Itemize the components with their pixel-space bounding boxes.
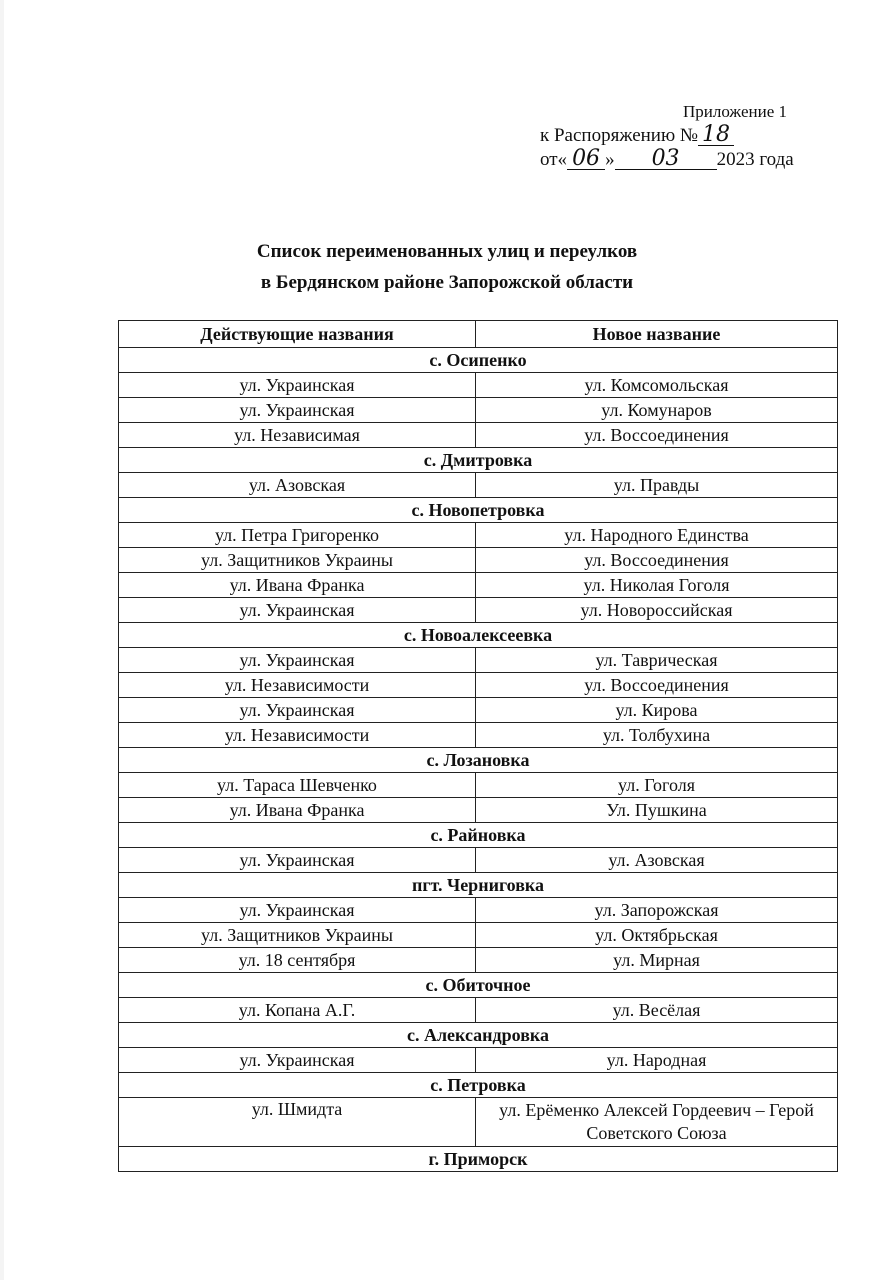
table-row <box>119 898 838 923</box>
new-street-name: ул. Кирова <box>476 698 838 723</box>
table-row <box>119 523 838 548</box>
table-row <box>119 848 838 873</box>
date-month: 03 <box>615 149 717 170</box>
village-name: с. Райновка <box>119 823 838 848</box>
new-street-name: ул. Комсомольская <box>476 373 838 398</box>
table-row <box>119 948 838 973</box>
village-row <box>119 498 838 523</box>
village-name: с. Обиточное <box>119 973 838 998</box>
current-street-name: ул. Украинская <box>119 698 476 723</box>
village-name: с. Новопетровка <box>119 498 838 523</box>
current-street-name: ул. Украинская <box>119 1048 476 1073</box>
table-row <box>119 698 838 723</box>
table-row <box>119 373 838 398</box>
current-street-name: ул. Азовская <box>119 473 476 498</box>
current-street-name: ул. Независимости <box>119 673 476 698</box>
new-street-name: ул. Воссоединения <box>476 423 838 448</box>
current-street-name: ул. Копана А.Г. <box>119 998 476 1023</box>
new-street-name: ул. Запорожская <box>476 898 838 923</box>
current-street-name: ул. Независимости <box>119 723 476 748</box>
table-row <box>119 648 838 673</box>
current-street-name: ул. Украинская <box>119 848 476 873</box>
table-row <box>119 573 838 598</box>
new-street-name: ул. Весёлая <box>476 998 838 1023</box>
village-row <box>119 873 838 898</box>
current-street-name: ул. Украинская <box>119 598 476 623</box>
table-row <box>119 473 838 498</box>
rename-table <box>118 320 838 1172</box>
current-street-name: ул. Независимая <box>119 423 476 448</box>
order-line <box>540 124 794 148</box>
current-street-name: ул. Ивана Франка <box>119 573 476 598</box>
new-street-name: ул. Толбухина <box>476 723 838 748</box>
title-line-1: Список переименованных улиц и переулков <box>256 241 638 262</box>
village-name: с. Дмитровка <box>119 448 838 473</box>
new-street-name: ул. Таврическая <box>476 648 838 673</box>
order-prefix: к Распоряжению № <box>540 125 699 146</box>
village-name: г. Приморск <box>119 1147 838 1172</box>
title-line-2: в Бердянском районе Запорожской области <box>260 272 634 293</box>
date-day: 06 <box>567 149 605 170</box>
village-name: с. Осипенко <box>119 348 838 373</box>
table-row <box>119 923 838 948</box>
header-new-name: Новое название <box>476 321 838 348</box>
new-street-name: ул. Правды <box>476 473 838 498</box>
village-row <box>119 1023 838 1048</box>
table-row <box>119 723 838 748</box>
scan-edge <box>0 0 4 1280</box>
village-row <box>119 823 838 848</box>
current-street-name: ул. Украинская <box>119 648 476 673</box>
current-street-name: ул. Петра Григоренко <box>119 523 476 548</box>
table-header-row <box>119 321 838 348</box>
village-name: с. Новоалексеевка <box>119 623 838 648</box>
date-mid: » <box>605 149 615 170</box>
table-body <box>119 348 838 1172</box>
village-name: с. Петровка <box>119 1073 838 1098</box>
village-row <box>119 623 838 648</box>
current-street-name: ул. Тараса Шевченко <box>119 773 476 798</box>
table-row <box>119 998 838 1023</box>
table-row <box>119 1048 838 1073</box>
annex-title: Приложение 1 <box>683 102 787 121</box>
table-row <box>119 798 838 823</box>
new-street-name: ул. Мирная <box>476 948 838 973</box>
new-street-name: ул. Азовская <box>476 848 838 873</box>
table-row <box>119 1098 838 1147</box>
new-street-name: ул. Новороссийская <box>476 598 838 623</box>
new-street-name: ул. Воссоединения <box>476 673 838 698</box>
current-street-name: ул. Украинская <box>119 398 476 423</box>
new-street-name: ул. Гоголя <box>476 773 838 798</box>
table-row <box>119 673 838 698</box>
order-number: 18 <box>698 125 734 146</box>
village-row <box>119 1147 838 1172</box>
village-row <box>119 348 838 373</box>
new-street-name: ул. Ерёменко Алексей Гордеевич – Герой Советского Союза <box>476 1098 838 1147</box>
table-row <box>119 423 838 448</box>
village-row <box>119 448 838 473</box>
current-street-name: ул. Шмидта <box>119 1098 476 1147</box>
current-street-name: ул. Защитников Украины <box>119 548 476 573</box>
date-line <box>540 148 794 172</box>
new-street-name: ул. Народного Единства <box>476 523 838 548</box>
annex-header <box>540 100 794 172</box>
village-row <box>119 1073 838 1098</box>
current-street-name: ул. Защитников Украины <box>119 923 476 948</box>
current-street-name: ул. 18 сентября <box>119 948 476 973</box>
current-street-name: ул. Украинская <box>119 898 476 923</box>
date-suffix: 2023 года <box>716 149 794 170</box>
new-street-name: ул. Николая Гоголя <box>476 573 838 598</box>
current-street-name: ул. Украинская <box>119 373 476 398</box>
document-title <box>0 236 894 298</box>
village-name: с. Александровка <box>119 1023 838 1048</box>
header-current-names: Действующие названия <box>119 321 476 348</box>
new-street-name: ул. Воссоединения <box>476 548 838 573</box>
village-name: пгт. Черниговка <box>119 873 838 898</box>
village-row <box>119 748 838 773</box>
table-row <box>119 548 838 573</box>
new-street-name: Ул. Пушкина <box>476 798 838 823</box>
table-row <box>119 598 838 623</box>
table-row <box>119 773 838 798</box>
village-name: с. Лозановка <box>119 748 838 773</box>
new-street-name: ул. Октябрьская <box>476 923 838 948</box>
current-street-name: ул. Ивана Франка <box>119 798 476 823</box>
table-row <box>119 398 838 423</box>
new-street-name: ул. Народная <box>476 1048 838 1073</box>
date-prefix: от« <box>540 149 568 170</box>
new-street-name: ул. Комунаров <box>476 398 838 423</box>
village-row <box>119 973 838 998</box>
